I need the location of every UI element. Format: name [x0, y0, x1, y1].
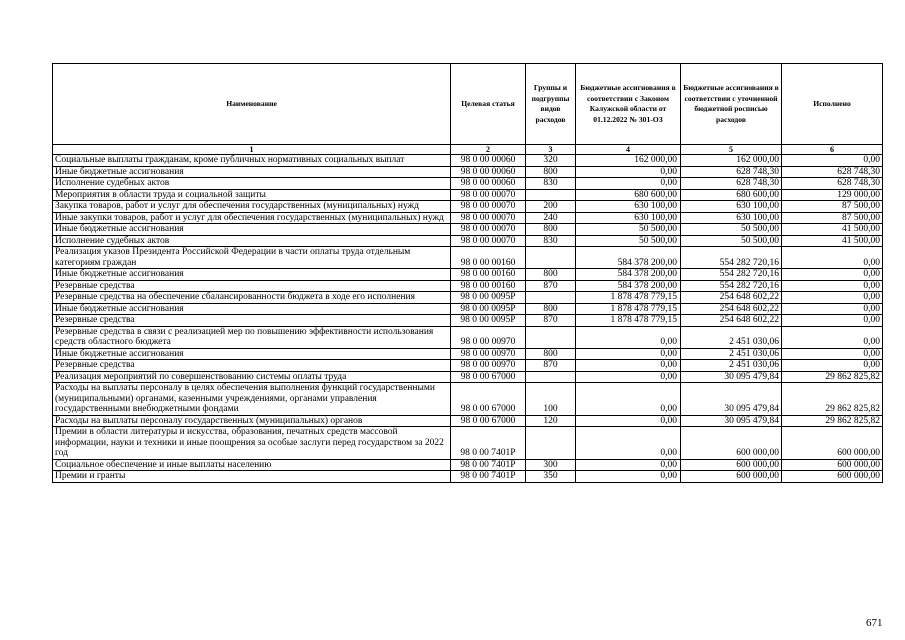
- row-law-allocation: 50 500,00: [576, 235, 681, 247]
- row-name: Реализация мероприятий по совершенствованию системы оплаты труда: [53, 371, 451, 383]
- row-executed: 0,00: [782, 269, 883, 281]
- table-row: [53, 224, 883, 236]
- column-number: 6: [782, 145, 883, 155]
- row-name: Иные бюджетные ассигнования: [53, 166, 451, 178]
- row-expense-group: 830: [526, 178, 576, 190]
- row-expense-group: 100: [526, 383, 576, 416]
- row-name: Расходы на выплаты персоналу государственных (муниципальных) органов: [53, 415, 451, 427]
- row-executed: 29 862 825,82: [782, 383, 883, 416]
- table-row: [53, 178, 883, 190]
- table-row: [53, 166, 883, 178]
- row-refined-allocation: 2 451 030,06: [681, 360, 782, 372]
- row-law-allocation: 630 100,00: [576, 212, 681, 224]
- row-expense-group: [526, 247, 576, 269]
- row-law-allocation: 0,00: [576, 166, 681, 178]
- row-name: Реализация указов Президента Российской Федерации в части оплаты труда отдельным категориям граждан: [53, 247, 451, 269]
- row-executed: 87 500,00: [782, 201, 883, 213]
- row-executed: 29 862 825,82: [782, 415, 883, 427]
- row-refined-allocation: 680 600,00: [681, 189, 782, 201]
- row-refined-allocation: 554 282 720,16: [681, 269, 782, 281]
- row-executed: 0,00: [782, 155, 883, 167]
- row-law-allocation: 0,00: [576, 383, 681, 416]
- table-row: [53, 212, 883, 224]
- row-expense-group: 870: [526, 315, 576, 327]
- row-executed: 628 748,30: [782, 166, 883, 178]
- row-target-article: 98 0 00 67000: [451, 383, 526, 416]
- header-executed: Исполнено: [782, 64, 883, 145]
- row-target-article: 98 0 00 0095Р: [451, 315, 526, 327]
- budget-table-page: [52, 63, 882, 483]
- table-row: [53, 303, 883, 315]
- row-expense-group: 350: [526, 471, 576, 483]
- row-executed: 0,00: [782, 348, 883, 360]
- row-law-allocation: 0,00: [576, 459, 681, 471]
- row-refined-allocation: 554 282 720,16: [681, 247, 782, 269]
- row-expense-group: 870: [526, 280, 576, 292]
- row-refined-allocation: 30 095 479,84: [681, 415, 782, 427]
- row-executed: 87 500,00: [782, 212, 883, 224]
- row-name: Социальные выплаты гражданам, кроме публичных нормативных социальных выплат: [53, 155, 451, 167]
- header-law-allocations: Бюджетные ассигнования в соответствии с Законом Калужской области от 01.12.2022 № 301-ОЗ: [576, 64, 681, 145]
- row-refined-allocation: 254 648 602,22: [681, 292, 782, 304]
- table-row: [53, 280, 883, 292]
- table-row: [53, 155, 883, 167]
- row-refined-allocation: 628 748,30: [681, 166, 782, 178]
- row-name: Социальное обеспечение и иные выплаты населению: [53, 459, 451, 471]
- row-law-allocation: 630 100,00: [576, 201, 681, 213]
- row-target-article: 98 0 00 00070: [451, 201, 526, 213]
- row-law-allocation: 584 378 200,00: [576, 269, 681, 281]
- row-refined-allocation: 254 648 602,22: [681, 303, 782, 315]
- row-target-article: 98 0 00 00070: [451, 212, 526, 224]
- row-target-article: 98 0 00 00160: [451, 280, 526, 292]
- row-refined-allocation: 30 095 479,84: [681, 383, 782, 416]
- row-executed: 600 000,00: [782, 459, 883, 471]
- row-name: Резервные средства в связи с реализацией мер по повышению эффективности использования средств областного бюджета: [53, 326, 451, 348]
- table-row: [53, 235, 883, 247]
- row-expense-group: 800: [526, 269, 576, 281]
- row-refined-allocation: 50 500,00: [681, 235, 782, 247]
- row-executed: 0,00: [782, 247, 883, 269]
- row-name: Иные закупки товаров, работ и услуг для обеспечения государственных (муниципальных) нужд: [53, 212, 451, 224]
- table-row: [53, 292, 883, 304]
- row-target-article: 98 0 00 00970: [451, 360, 526, 372]
- row-law-allocation: 584 378 200,00: [576, 280, 681, 292]
- row-refined-allocation: 628 748,30: [681, 178, 782, 190]
- row-name: Резервные средства на обеспечение сбалансированности бюджета в ходе его исполнения: [53, 292, 451, 304]
- column-number: 2: [451, 145, 526, 155]
- row-target-article: 98 0 00 67000: [451, 415, 526, 427]
- row-expense-group: [526, 292, 576, 304]
- row-refined-allocation: 50 500,00: [681, 224, 782, 236]
- header-expense-groups: Группы и подгруппы видов расходов: [526, 64, 576, 145]
- table-row: [53, 360, 883, 372]
- table-body: [53, 155, 883, 483]
- row-refined-allocation: 630 100,00: [681, 212, 782, 224]
- table-row: [53, 247, 883, 269]
- row-refined-allocation: 554 282 720,16: [681, 280, 782, 292]
- row-law-allocation: 1 878 478 779,15: [576, 303, 681, 315]
- row-executed: 0,00: [782, 292, 883, 304]
- row-law-allocation: 1 878 478 779,15: [576, 292, 681, 304]
- row-name: Расходы на выплаты персоналу в целях обеспечения выполнения функций государственными (муниципальными) органами, казенными учреждениями, органами управления государственными внебюджетными фондами: [53, 383, 451, 416]
- column-number: 1: [53, 145, 451, 155]
- row-target-article: 98 0 00 67000: [451, 371, 526, 383]
- row-executed: 29 862 825,82: [782, 371, 883, 383]
- row-target-article: 98 0 00 7401Р: [451, 471, 526, 483]
- row-law-allocation: 0,00: [576, 371, 681, 383]
- header-refined-allocations: Бюджетные ассигнования в соответствии с уточненной бюджетной росписью расходов: [681, 64, 782, 145]
- row-expense-group: 800: [526, 303, 576, 315]
- row-refined-allocation: 30 095 479,84: [681, 371, 782, 383]
- row-expense-group: 800: [526, 166, 576, 178]
- row-law-allocation: 0,00: [576, 471, 681, 483]
- budget-table: [52, 63, 883, 483]
- row-target-article: 98 0 00 00070: [451, 235, 526, 247]
- table-row: [53, 201, 883, 213]
- row-refined-allocation: 600 000,00: [681, 427, 782, 460]
- row-expense-group: [526, 371, 576, 383]
- page-number: 671: [866, 617, 883, 629]
- row-executed: 0,00: [782, 303, 883, 315]
- row-expense-group: 120: [526, 415, 576, 427]
- row-target-article: 98 0 00 00160: [451, 269, 526, 281]
- row-expense-group: 800: [526, 224, 576, 236]
- row-name: Иные бюджетные ассигнования: [53, 269, 451, 281]
- row-name: Иные бюджетные ассигнования: [53, 348, 451, 360]
- row-name: Иные бюджетные ассигнования: [53, 303, 451, 315]
- row-expense-group: 300: [526, 459, 576, 471]
- row-expense-group: 320: [526, 155, 576, 167]
- column-number: 5: [681, 145, 782, 155]
- row-target-article: 98 0 00 00970: [451, 348, 526, 360]
- row-name: Иные бюджетные ассигнования: [53, 224, 451, 236]
- row-target-article: 98 0 00 00070: [451, 189, 526, 201]
- row-expense-group: 240: [526, 212, 576, 224]
- row-law-allocation: 0,00: [576, 348, 681, 360]
- row-executed: 600 000,00: [782, 471, 883, 483]
- row-executed: 0,00: [782, 315, 883, 327]
- table-row: [53, 371, 883, 383]
- row-target-article: 98 0 00 00070: [451, 224, 526, 236]
- row-law-allocation: 50 500,00: [576, 224, 681, 236]
- header-name: Наименование: [53, 64, 451, 145]
- row-target-article: 98 0 00 00060: [451, 166, 526, 178]
- row-refined-allocation: 630 100,00: [681, 201, 782, 213]
- row-target-article: 98 0 00 0095Р: [451, 303, 526, 315]
- row-name: Премии в области литературы и искусства, образования, печатных средств массовой информации, науки и техники и иные поощрения за особые заслуги перед государством за 2022 год: [53, 427, 451, 460]
- row-name: Премии и гранты: [53, 471, 451, 483]
- row-law-allocation: 584 378 200,00: [576, 247, 681, 269]
- row-name: Исполнение судебных актов: [53, 178, 451, 190]
- row-refined-allocation: 600 000,00: [681, 459, 782, 471]
- row-refined-allocation: 254 648 602,22: [681, 315, 782, 327]
- row-name: Резервные средства: [53, 315, 451, 327]
- row-expense-group: 870: [526, 360, 576, 372]
- row-law-allocation: 0,00: [576, 415, 681, 427]
- row-executed: 600 000,00: [782, 427, 883, 460]
- table-row: [53, 427, 883, 460]
- row-expense-group: [526, 326, 576, 348]
- row-executed: 0,00: [782, 326, 883, 348]
- column-number-row: [53, 145, 883, 155]
- row-law-allocation: 0,00: [576, 326, 681, 348]
- row-name: Мероприятия в области труда и социальной защиты: [53, 189, 451, 201]
- row-expense-group: 830: [526, 235, 576, 247]
- row-law-allocation: 0,00: [576, 427, 681, 460]
- row-expense-group: 800: [526, 348, 576, 360]
- row-name: Исполнение судебных актов: [53, 235, 451, 247]
- row-law-allocation: 0,00: [576, 360, 681, 372]
- row-executed: 129 000,00: [782, 189, 883, 201]
- row-refined-allocation: 600 000,00: [681, 471, 782, 483]
- row-law-allocation: 0,00: [576, 178, 681, 190]
- row-refined-allocation: 162 000,00: [681, 155, 782, 167]
- table-row: [53, 189, 883, 201]
- column-number: 4: [576, 145, 681, 155]
- table-row: [53, 471, 883, 483]
- column-number: 3: [526, 145, 576, 155]
- row-refined-allocation: 2 451 030,06: [681, 348, 782, 360]
- header-row: [53, 64, 883, 145]
- row-name: Резервные средства: [53, 360, 451, 372]
- row-law-allocation: 162 000,00: [576, 155, 681, 167]
- row-target-article: 98 0 00 00160: [451, 247, 526, 269]
- table-row: [53, 315, 883, 327]
- table-row: [53, 459, 883, 471]
- row-name: Закупка товаров, работ и услуг для обеспечения государственных (муниципальных) нужд: [53, 201, 451, 213]
- table-row: [53, 415, 883, 427]
- row-refined-allocation: 2 451 030,06: [681, 326, 782, 348]
- row-expense-group: 200: [526, 201, 576, 213]
- row-executed: 41 500,00: [782, 224, 883, 236]
- row-law-allocation: 1 878 478 779,15: [576, 315, 681, 327]
- table-row: [53, 326, 883, 348]
- row-target-article: 98 0 00 0095Р: [451, 292, 526, 304]
- row-executed: 628 748,30: [782, 178, 883, 190]
- row-target-article: 98 0 00 00970: [451, 326, 526, 348]
- row-executed: 41 500,00: [782, 235, 883, 247]
- table-row: [53, 348, 883, 360]
- row-expense-group: [526, 189, 576, 201]
- row-name: Резервные средства: [53, 280, 451, 292]
- table-row: [53, 383, 883, 416]
- row-executed: 0,00: [782, 280, 883, 292]
- table-row: [53, 269, 883, 281]
- row-executed: 0,00: [782, 360, 883, 372]
- row-target-article: 98 0 00 7401Р: [451, 459, 526, 471]
- row-expense-group: [526, 427, 576, 460]
- header-target-article: Целевая статья: [451, 64, 526, 145]
- row-target-article: 98 0 00 7401Р: [451, 427, 526, 460]
- row-target-article: 98 0 00 00060: [451, 155, 526, 167]
- row-target-article: 98 0 00 00060: [451, 178, 526, 190]
- row-law-allocation: 680 600,00: [576, 189, 681, 201]
